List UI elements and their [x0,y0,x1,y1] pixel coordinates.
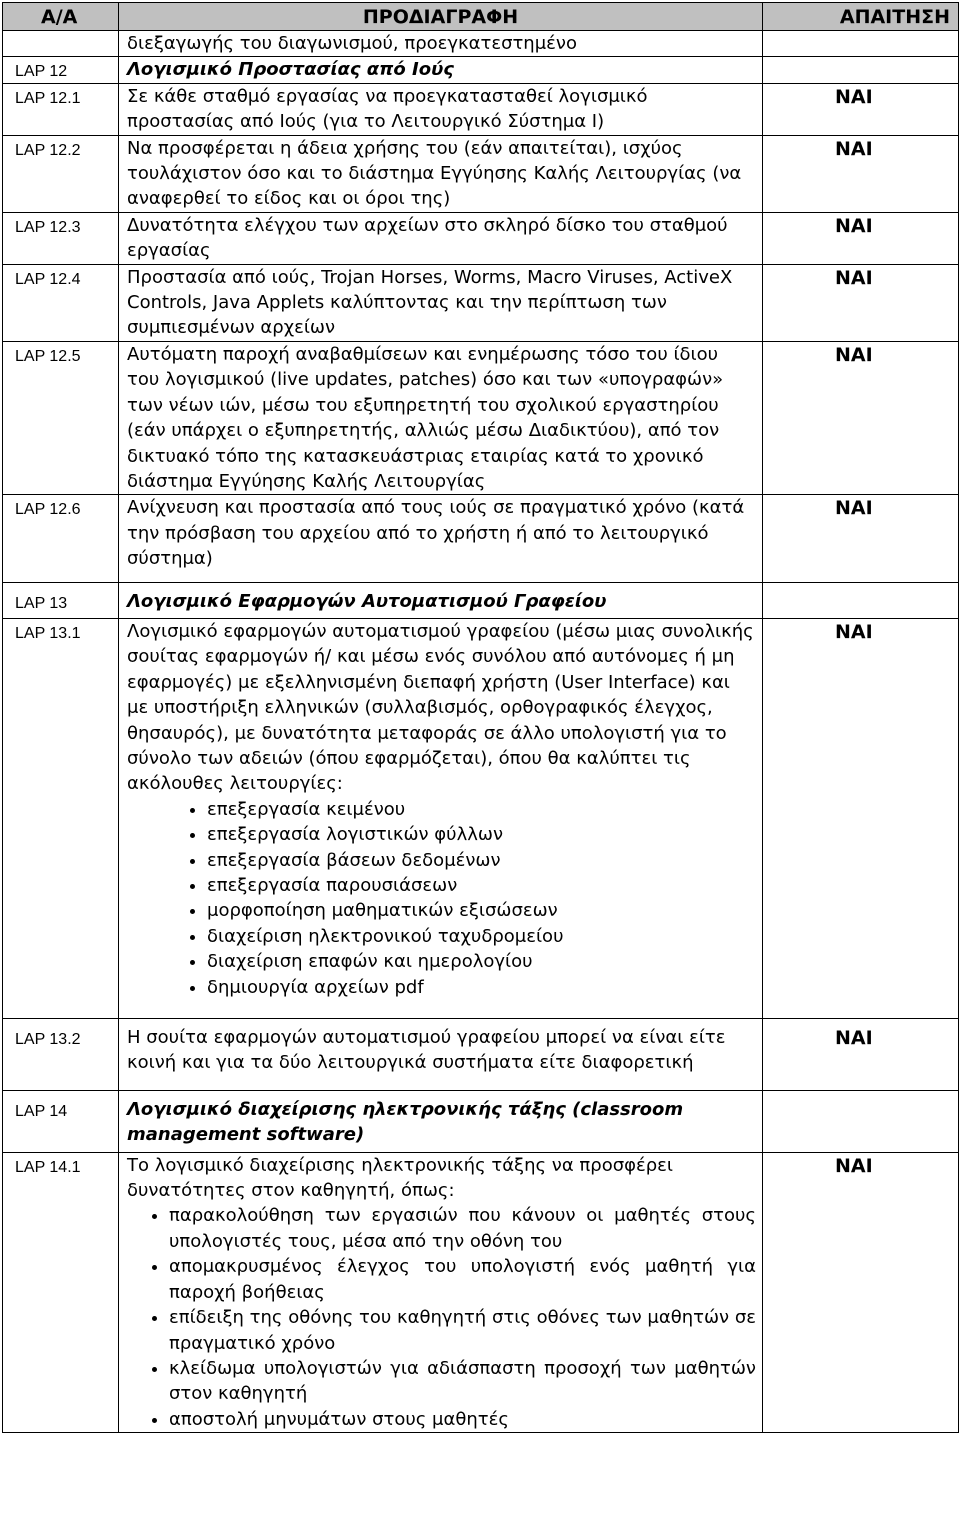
list-item: • επίδειξη της οθόνης του καθηγητή στις οθόνες των μαθητών σε πραγματικό χρόνο [169,1305,756,1356]
list-item: • μορφοποίηση μαθηματικών εξισώσεων [207,898,756,923]
row-code: LAP 14.1 [3,1152,119,1432]
row-requirement: ΝΑΙ [763,264,959,341]
list-item: • επεξεργασία παρουσιάσεων [207,873,756,898]
list-item: • δημιουργία αρχείων pdf [207,975,756,1000]
header-specification: ΠΡΟΔΙΑΓΡΑΦΗ [119,3,763,31]
list-item: • διαχείριση ηλεκτρονικού ταχυδρομείου [207,924,756,949]
row-text [119,1152,763,1432]
bullet-list [127,797,756,1000]
row-intro-text: Το λογισμικό διαχείρισης ηλεκτρονικής τάξης να προσφέρει δυνατότητες στον καθηγητή, όπως: [127,1154,673,1202]
section-code: LAP 12 [3,57,119,83]
section-code: LAP 14 [3,1090,119,1152]
list-item: • κλείδωμα υπολογιστών για αδιάσπαστη προσοχή των μαθητών στον καθηγητή [169,1356,756,1407]
section-title: Λογισμικό Εφαρμογών Αυτοματισμού Γραφείου [119,582,763,618]
row-text [119,618,763,1018]
table-row [3,618,959,1018]
header-aa: Α/Α [3,3,119,31]
bullet-list [127,1203,756,1432]
row-code: LAP 12.3 [3,212,119,264]
row-requirement: ΝΑΙ [763,83,959,135]
row-text: Ανίχνευση και προστασία από τους ιούς σε πραγματικό χρόνο (κατά την πρόσβαση του αρχείου από το χρήστη ή από το λειτουργικό σύστημα) [119,495,763,582]
table-row [3,1152,959,1432]
list-item: • επεξεργασία κειμένου [207,797,756,822]
row-code: LAP 12.1 [3,83,119,135]
row-code: LAP 13.1 [3,618,119,1018]
row-code: LAP 12.2 [3,135,119,212]
table-row [3,83,959,135]
section-row-lap12 [3,57,959,83]
row-code: LAP 13.2 [3,1019,119,1091]
list-item: • απομακρυσμένος έλεγχος του υπολογιστή ενός μαθητή για παροχή βοήθειας [169,1254,756,1305]
list-item: • επεξεργασία βάσεων δεδομένων [207,848,756,873]
section-code: LAP 13 [3,582,119,618]
row-text: Δυνατότητα ελέγχου των αρχείων στο σκληρό δίσκο του σταθμού εργασίας [119,212,763,264]
list-item: • παρακολούθηση των εργασιών που κάνουν οι μαθητές στους υπολογιστές τους, μέσα από την οθόνη του [169,1203,756,1254]
table-row [3,212,959,264]
section-title: Λογισμικό Προστασίας από Ιούς [119,57,763,83]
section-row-lap14 [3,1090,959,1152]
continuation-text: διεξαγωγής του διαγωνισμού, προεγκατεστημένο [119,31,763,57]
row-requirement: ΝΑΙ [763,1019,959,1091]
list-item: • αποστολή μηνυμάτων στους μαθητές [169,1407,756,1432]
row-text: Να προσφέρεται η άδεια χρήσης του (εάν απαιτείται), ισχύος τουλάχιστον όσο και το διάστημα Εγγύησης Καλής Λειτουργίας (να αναφερθεί το είδος και οι όροι της) [119,135,763,212]
row-text: Σε κάθε σταθμό εργασίας να προεγκατασταθεί λογισμικό προστασίας από Ιούς (για το Λειτουργικό Σύστημα Ι) [119,83,763,135]
table-row [3,341,959,494]
row-text: Η σουίτα εφαρμογών αυτοματισμού γραφείου μπορεί να είναι είτε κοινή και για τα δύο λειτουργικά συστήματα είτε διαφορετική [119,1019,763,1091]
section-title [119,1090,763,1152]
table-row [3,135,959,212]
row-text: Αυτόματη παροχή αναβαθμίσεων και ενημέρωσης τόσο του ίδιου του λογισμικού (live updates, patches) όσο και των «υπογραφών» των νέων ιών, μέσω του εξυπηρετητή του σχολικού εργαστηρίου (εάν υπάρχει ο εξυπηρετητής, αλλιώς μέσω Διαδικτύου), από τον δικτυακό τόπο της κατασκευάστριας εταιρίας κατά το χρονικό διάστημα Εγγύησης Καλής Λειτουργίας [119,341,763,494]
section-row-lap13 [3,582,959,618]
list-item: • διαχείριση επαφών και ημερολογίου [207,949,756,974]
row-text: Προστασία από ιούς, Trojan Horses, Worms, Macro Viruses, ActiveX Controls, Java Applets καλύπτοντας και την περίπτωση των συμπιεσμένων αρχείων [119,264,763,341]
header-requirement: ΑΠΑΙΤΗΣΗ [763,3,959,31]
row-requirement: ΝΑΙ [763,1152,959,1432]
section-title-text: Λογισμικό διαχείρισης ηλεκτρονικής τάξης (classroom management software) [127,1098,684,1146]
header-row [3,3,959,31]
table-row [3,264,959,341]
row-requirement: ΝΑΙ [763,618,959,1018]
continuation-row [3,31,959,57]
row-requirement: ΝΑΙ [763,495,959,582]
row-requirement: ΝΑΙ [763,341,959,494]
row-intro-text: Λογισμικό εφαρμογών αυτοματισμού γραφείου (μέσω μιας συνολικής σουίτας εφαρμογών ή/ και μέσω ενός συνόλου από αυτόνομες ή μη εφαρμογές) με εξελληνισμένη διεπαφή χρήστη (User Interface) και με υποστήριξη ελληνικών (συλλαβισμός, ορθογραφικός έλεγχος, θησαυρός), με δυνατότητα μεταφοράς σε άλλο υπολογιστή για το σύνολο των αδειών (όπου εφαρμόζεται), όπου θα καλύπτει τις ακόλουθες λειτουργίες: [127,620,754,795]
table-row [3,495,959,582]
row-code: LAP 12.6 [3,495,119,582]
row-requirement: ΝΑΙ [763,212,959,264]
specification-table [2,2,959,1433]
list-item: • επεξεργασία λογιστικών φύλλων [207,822,756,847]
row-requirement: ΝΑΙ [763,135,959,212]
row-code: LAP 12.4 [3,264,119,341]
row-code: LAP 12.5 [3,341,119,494]
table-row [3,1019,959,1091]
